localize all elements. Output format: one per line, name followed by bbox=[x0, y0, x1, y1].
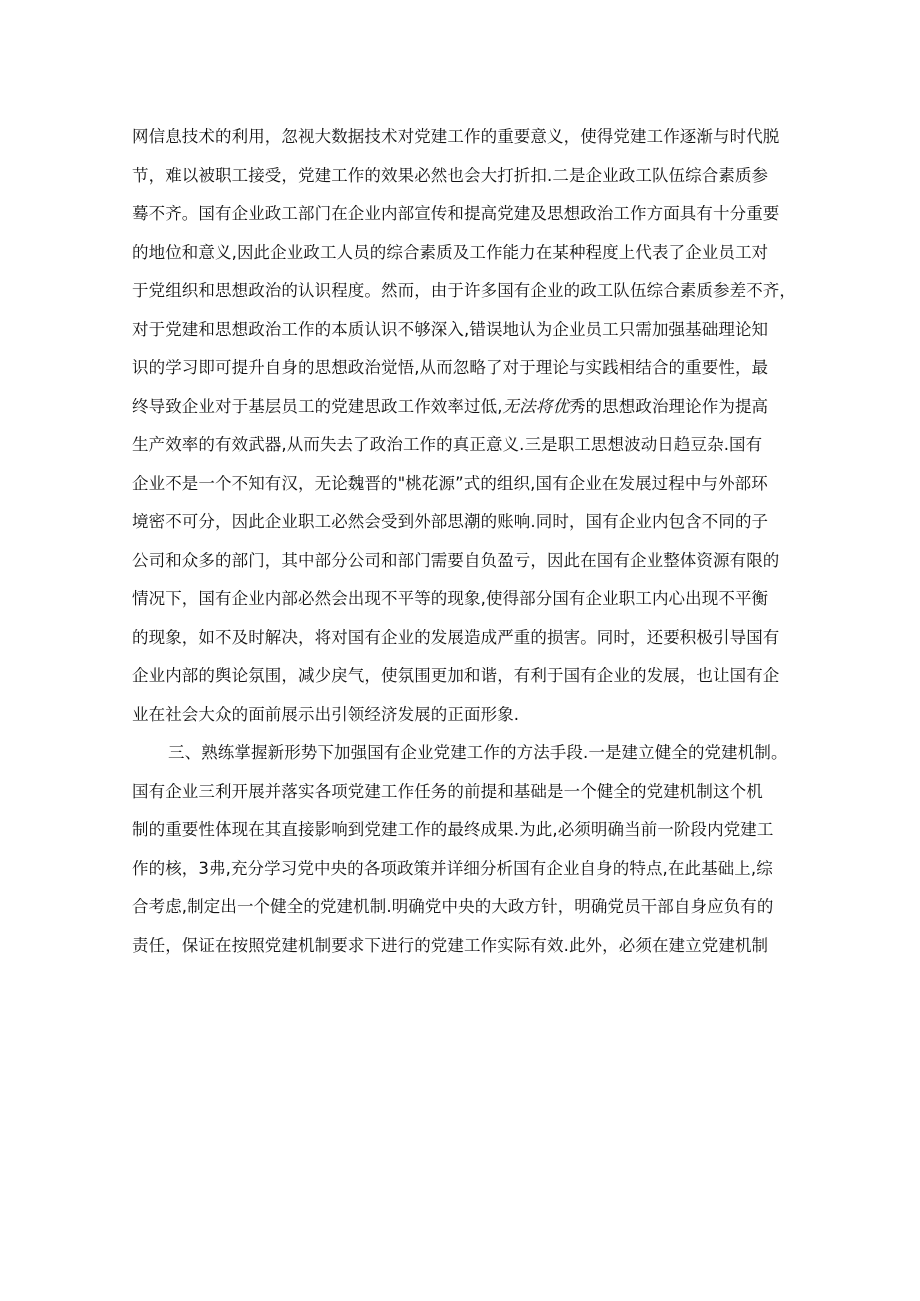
text-line: 境密不可分，因此企业职工必然会受到外部思潮的账响.同时，国有企业内包含不同的子 bbox=[132, 512, 769, 531]
section-heading-line: 三、熟练掌握新形势下加强国有企业党建工作的方法手段.一是建立健全的党建机制。 bbox=[168, 743, 788, 762]
text-line: 对于党建和思想政治工作的本质认识不够深入,错误地认为企业员工只需加强基础理论知 bbox=[132, 319, 769, 339]
text-line: 网信息技术的利用，忽视大数据技术对党建工作的重要意义，使得党建工作逐渐与时代脱 bbox=[132, 127, 780, 146]
text-line: 情况下，国有企业内部必然会出现不平等的现象,使得部分国有企业职工内心出现不平衡 bbox=[132, 589, 769, 608]
italic-text-segment: 无法将优 bbox=[502, 396, 569, 416]
text-line: 作的核，3弗,充分学习党中央的各项政策并详细分析国有企业自身的特点,在此基础上,综 bbox=[132, 858, 773, 878]
text-line: 企业不是一个不知有汉，无论魏晋的"桃花源”式的组织,国有企业在发展过程中与外部环 bbox=[132, 473, 768, 493]
text-line: 的地位和意义,因此企业政工人员的综合素质及工作能力在某种程度上代表了企业员工对 bbox=[132, 242, 769, 262]
text-line: 合考虑,制定出一个健全的党建机制.明确党中央的大政方针，明确党员干部自身应负有的 bbox=[132, 897, 774, 916]
text-line: 节，难以被职工接受，党建工作的效果必然也会大打折扣.二是企业政工队伍综合素质参 bbox=[132, 165, 769, 185]
text-segment: 秀的思想政治理论作为提高 bbox=[568, 396, 769, 416]
text-line: 制的重要性体现在其直接影响到党建工作的最终成果.为此,必须明确当前一阶段内党建工 bbox=[132, 820, 774, 839]
text-line: 的现象，如不及时解决，将对国有企业的发展造成严重的损害。同时，还要积极引导国有 bbox=[132, 627, 780, 647]
body-text bbox=[132, 118, 804, 965]
text-line: 责任，保证在按照党建机制要求下进行的党建工作实际有效.此外，必须在建立党建机制 bbox=[132, 935, 769, 955]
text-line: 生产效率的有效武器,从而失去了政治工作的真正意义.三是职工思想波动日趋豆杂.国有 bbox=[132, 435, 763, 454]
text-line-mixed bbox=[132, 388, 804, 427]
text-line: 于党组织和思想政治的认识程度。然而，由于许多国有企业的政工队伍综合素质参差不齐， bbox=[132, 281, 796, 300]
text-segment: 终导致企业对于基层员工的党建思政工作效率过低, bbox=[132, 396, 503, 416]
text-line: 业在社会大众的面前展示出引领经济发展的正面形象. bbox=[132, 704, 520, 724]
text-line: 国有企业三利开展并落实各项党建工作任务的前提和基础是一个健全的党建机制这个机 bbox=[132, 781, 763, 801]
text-line: 公司和众多的部门，其中部分公司和部门需要自负盈亏，因此在国有企业整体资源有限的 bbox=[132, 550, 780, 570]
text-line: 识的学习即可提升自身的思想政治觉悟,从而忽略了对于理论与实践相结合的重要性，最 bbox=[132, 358, 769, 377]
text-line: 蓦不齐。国有企业政工部门在企业内部宣传和提高党建及思想政治工作方面具有十分重要 bbox=[132, 204, 780, 223]
text-line: 企业内部的舆论氛围，减少戾气，使氛围更加和谐，有利于国有企业的发展，也让国有企 bbox=[132, 666, 780, 685]
